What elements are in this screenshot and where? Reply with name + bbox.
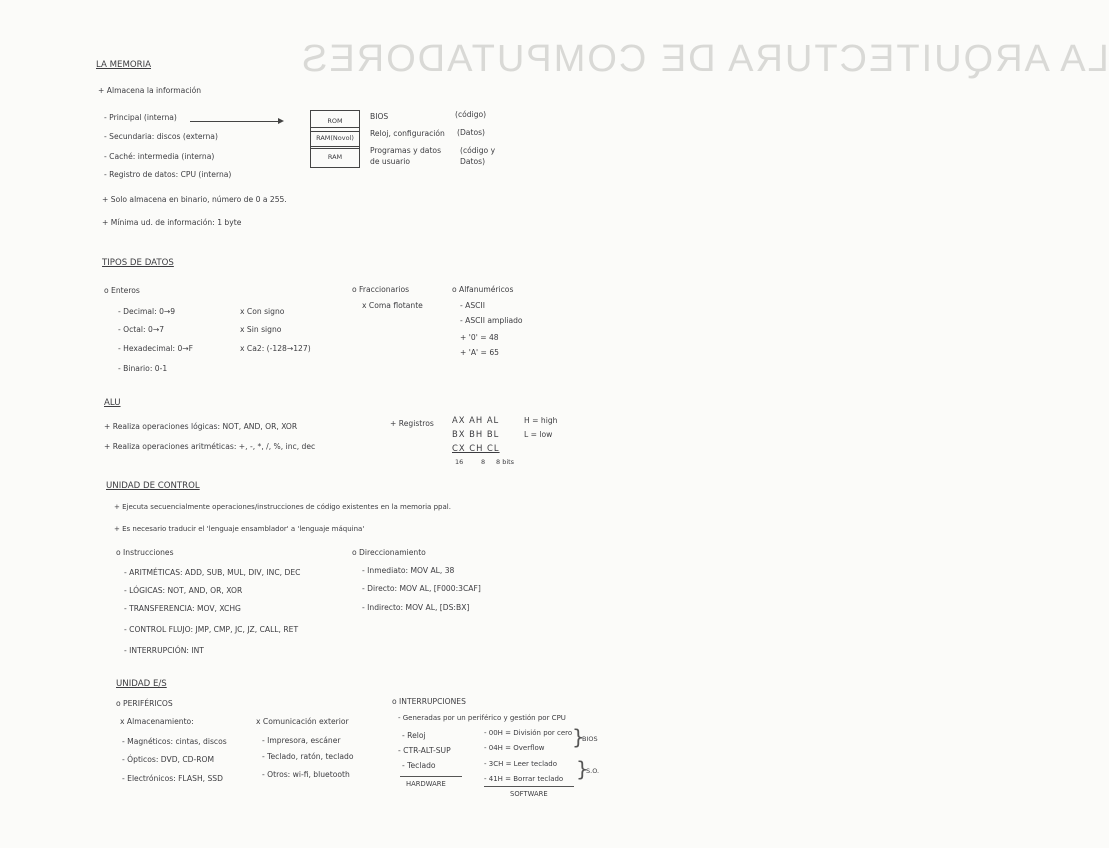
- almacenamiento-item: - Magnéticos: cintas, discos: [122, 737, 227, 746]
- box-type: (Datos): [457, 128, 486, 137]
- brace-icon: }: [576, 757, 589, 781]
- memory-box-rom: ROM: [310, 110, 360, 132]
- uc-heading: UNIDAD DE CONTROL: [106, 481, 200, 491]
- direccionamiento-item: - Directo: MOV AL, [F000:3CAF]: [362, 584, 481, 593]
- almacenamiento-item: - Ópticos: DVD, CD-ROM: [122, 755, 215, 764]
- enteros-item: - Decimal: 0→9: [118, 307, 176, 316]
- software-label: SOFTWARE: [510, 790, 548, 798]
- background-bleed-title: LA ARQUITECTURA DE COMPUTADORES: [300, 38, 1109, 80]
- enteros-item: - Binario: 0-1: [118, 364, 168, 373]
- memoria-item: - Principal (interna): [104, 113, 177, 122]
- memoria-item: - Registro de datos: CPU (interna): [104, 170, 232, 179]
- instruccion-item: - ARITMÉTICAS: ADD, SUB, MUL, DIV, INC, DEC: [124, 568, 301, 577]
- perifericos-label: o PERIFÉRICOS: [116, 699, 173, 708]
- memoria-heading: LA MEMORIA: [96, 60, 152, 70]
- registro-row: CX CH CL: [452, 443, 500, 453]
- arrow-icon: [190, 121, 282, 122]
- alfanumericos-item: + 'A' = 65: [460, 348, 499, 357]
- bits-label: 8: [481, 458, 486, 466]
- software-item: - 00H = División por cero: [484, 729, 573, 737]
- interrupciones-label: o INTERRUPCIONES: [392, 697, 466, 706]
- bits-label: 16: [455, 458, 464, 466]
- memoria-intro: + Almacena la información: [98, 86, 202, 95]
- alfanumericos-item: - ASCII ampliado: [460, 316, 523, 325]
- alfanumericos-item: + '0' = 48: [460, 333, 499, 342]
- brace-icon: }: [572, 725, 585, 749]
- instrucciones-label: o Instrucciones: [116, 548, 174, 557]
- enteros-label: o Enteros: [104, 286, 140, 295]
- hardware-label: HARDWARE: [406, 780, 446, 788]
- instruccion-item: - CONTROL FLUJO: JMP, CMP, JC, JZ, CALL, RET: [124, 625, 299, 634]
- memoria-item: - Secundaria: discos (externa): [104, 132, 218, 141]
- signo-item: x Con signo: [240, 307, 285, 316]
- so-label: S.O.: [586, 767, 600, 775]
- box-desc: Reloj, configuración: [370, 129, 445, 138]
- box-type: (código): [455, 110, 487, 119]
- almacenamiento-label: x Almacenamiento:: [120, 717, 194, 726]
- memoria-note: + Solo almacena en binario, número de 0 a 255.: [102, 195, 287, 204]
- hardware-item: - CTR-ALT-SUP: [398, 746, 451, 755]
- hl-note: H = high: [524, 416, 558, 425]
- registros-label: + Registros: [390, 419, 434, 428]
- alu-heading: ALU: [104, 398, 121, 408]
- comunicacion-item: - Teclado, ratón, teclado: [262, 752, 354, 761]
- box-type: (código y Datos): [460, 146, 496, 166]
- bios-label: BIOS: [582, 735, 598, 743]
- instruccion-item: - INTERRUPCIÓN: INT: [124, 646, 204, 655]
- enteros-item: - Hexadecimal: 0→F: [118, 344, 194, 353]
- interrupciones-intro: - Generadas por un periférico y gestión por CPU: [398, 714, 566, 722]
- signo-item: x Ca2: (-128→127): [240, 344, 311, 353]
- fraccionarios-item: x Coma flotante: [362, 301, 423, 310]
- comunicacion-item: - Otros: wi-fi, bluetooth: [262, 770, 350, 779]
- tipos-heading: TIPOS DE DATOS: [102, 258, 174, 268]
- direccionamiento-item: - Indirecto: MOV AL, [DS:BX]: [362, 603, 470, 612]
- instruccion-item: - LÓGICAS: NOT, AND, OR, XOR: [124, 586, 243, 595]
- direccionamiento-item: - Inmediato: MOV AL, 38: [362, 566, 455, 575]
- almacenamiento-item: - Electrónicos: FLASH, SSD: [122, 774, 223, 783]
- divider: [484, 786, 574, 787]
- bits-label: 8 bits: [496, 458, 515, 466]
- fraccionarios-label: o Fraccionarios: [352, 285, 410, 294]
- memory-box-ram: RAM: [310, 146, 360, 168]
- direccionamiento-label: o Direccionamiento: [352, 548, 426, 557]
- divider: [400, 776, 462, 777]
- alfanumericos-label: o Alfanuméricos: [452, 285, 514, 294]
- memory-box-ram-novol: RAM(Novol): [310, 127, 360, 149]
- alu-item: + Realiza operaciones aritméticas: +, -, *, /, %, inc, dec: [104, 442, 316, 451]
- box-desc: BIOS: [370, 112, 389, 121]
- memoria-item: - Caché: intermedia (interna): [104, 152, 215, 161]
- signo-item: x Sin signo: [240, 325, 282, 334]
- memoria-note: + Mínima ud. de información: 1 byte: [102, 218, 242, 227]
- uc-item: + Ejecuta secuencialmente operaciones/instrucciones de código existentes en la memoria ppal.: [114, 503, 451, 511]
- box-desc: Programas y datos de usuario: [370, 146, 442, 166]
- registro-row: AX AH AL: [452, 415, 500, 425]
- software-item: - 04H = Overflow: [484, 744, 545, 752]
- alu-item: + Realiza operaciones lógicas: NOT, AND, OR, XOR: [104, 422, 298, 431]
- alfanumericos-item: - ASCII: [460, 301, 485, 310]
- instruccion-item: - TRANSFERENCIA: MOV, XCHG: [124, 604, 241, 613]
- enteros-item: - Octal: 0→7: [118, 325, 165, 334]
- software-item: - 3CH = Leer teclado: [484, 760, 558, 768]
- es-heading: UNIDAD E/S: [116, 679, 167, 689]
- hl-note: L = low: [524, 430, 553, 439]
- comunicacion-item: - Impresora, escáner: [262, 736, 341, 745]
- hardware-item: - Reloj: [402, 731, 426, 740]
- hardware-item: - Teclado: [402, 761, 436, 770]
- software-item: - 41H = Borrar teclado: [484, 775, 564, 783]
- comunicacion-label: x Comunicación exterior: [256, 717, 349, 726]
- registro-row: BX BH BL: [452, 429, 500, 439]
- uc-item: + Es necesario traducir el 'lenguaje ensamblador' a 'lenguaje máquina': [114, 525, 365, 533]
